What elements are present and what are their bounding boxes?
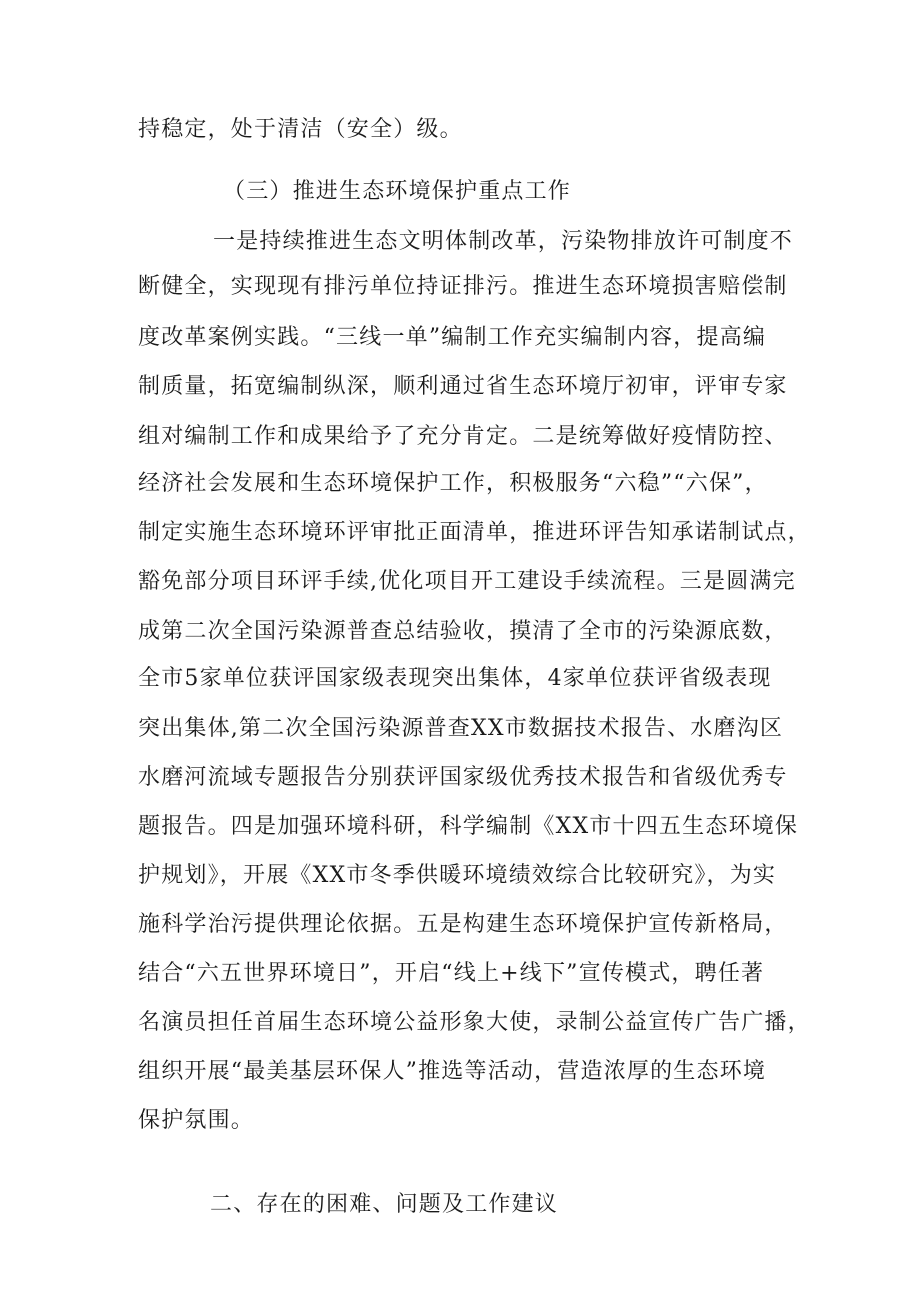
paragraph-line: 豁免部分项目环评手续,优化项目开工建设手续流程。三是圆满完 (138, 569, 796, 594)
paragraph-line: 题报告。四是加强环境科研，科学编制《XX市十四五生态环境保 (138, 814, 799, 839)
paragraph-line: 度改革案例实践。“三线一单”编制工作充实编制内容，提高编 (138, 325, 767, 350)
paragraph-line: 施科学治污提供理论依据。五是构建生态环境保护宣传新格局， (138, 912, 788, 937)
paragraph-line: 水磨河流域专题报告分别获评国家级优秀技术报告和省级优秀专 (138, 765, 788, 790)
continuation-line: 持稳定，处于清洁（安全）级。 (138, 117, 463, 142)
paragraph-line: 结合“六五世界环境日”，开启“线上+线下”宣传模式，聘任著 (138, 961, 765, 986)
paragraph-line: 断健全，实现现有排污单位持证排污。推进生态环境损害赔偿制 (138, 274, 788, 299)
section-heading: 二、存在的困难、问题及工作建议 (210, 1192, 559, 1217)
paragraph-line: 制定实施生态环境环评审批正面清单，推进环评告知承诺制试点， (138, 520, 811, 545)
paragraph-line: 制质量，拓宽编制纵深，顺利通过省生态环境厅初审，评审专家 (138, 374, 788, 399)
paragraph-line: 护规划》，开展《XX市冬季供暖环境绩效综合比较研究》，为实 (138, 863, 777, 888)
paragraph-line: 经济社会发展和生态环境保护工作，积极服务“六稳”“六保”， (138, 471, 768, 496)
paragraph-line: 突出集体,第二次全国污染源普查XX市数据技术报告、水磨沟区 (138, 716, 784, 741)
paragraph-line: 一是持续推进生态文明体制改革，污染物排放许可制度不 (213, 229, 794, 254)
paragraph-line: 保护氛围。 (138, 1108, 255, 1133)
paragraph-line: 组织开展“最美基层环保人”推选等活动，营造浓厚的生态环境 (138, 1059, 767, 1084)
paragraph-line: 成第二次全国污染源普查总结验收，摸清了全市的污染源底数， (138, 619, 788, 644)
subheading: （三）推进生态环境保护重点工作 (223, 179, 572, 204)
paragraph-line: 全市5家单位获评国家级表现突出集体，4家单位获评省级表现 (138, 666, 772, 691)
paragraph-line: 组对编制工作和成果给予了充分肯定。二是统筹做好疫情防控、 (138, 424, 788, 449)
paragraph-line: 名演员担任首届生态环境公益形象大使，录制公益宣传广告广播， (138, 1010, 811, 1035)
